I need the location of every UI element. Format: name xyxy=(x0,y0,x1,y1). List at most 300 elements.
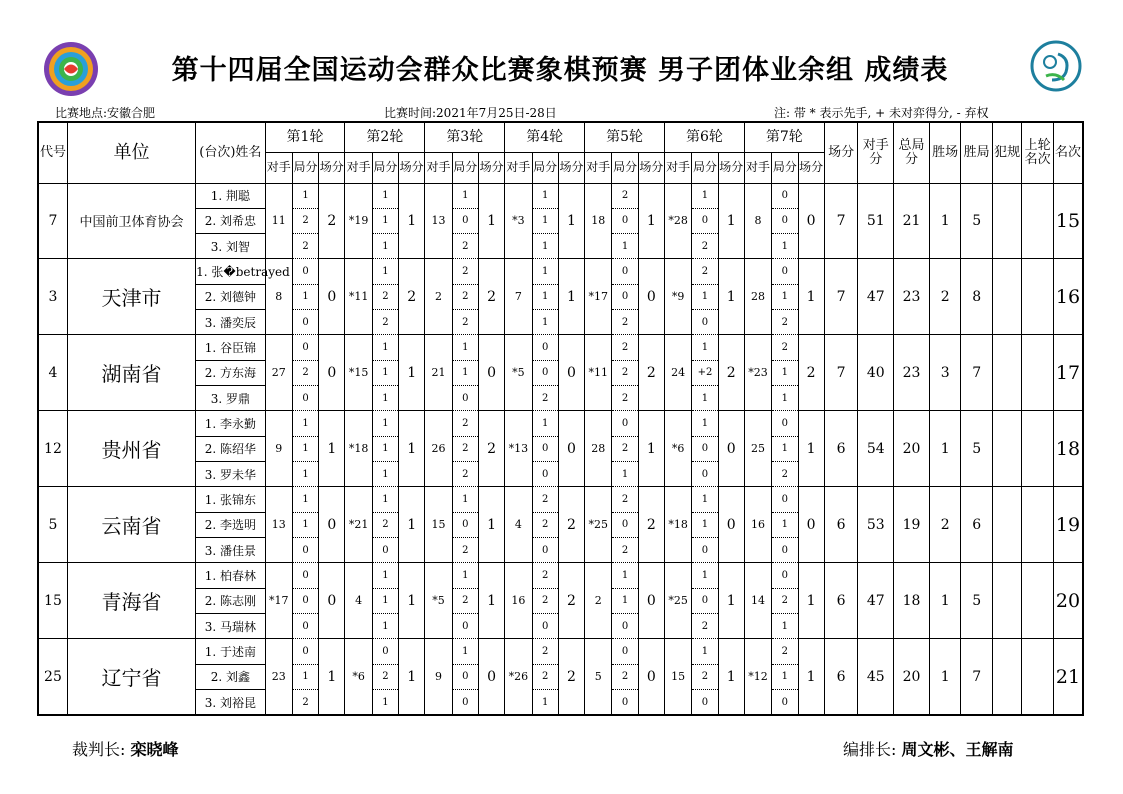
wins: 3 xyxy=(929,335,961,411)
round-match-score: 2 xyxy=(798,335,824,411)
board-score: 0 xyxy=(372,639,398,664)
prev-rank xyxy=(1022,487,1054,563)
board-score: 1 xyxy=(452,639,478,664)
board-score: 2 xyxy=(292,208,318,233)
board-score: 2 xyxy=(772,310,798,335)
board-score: 1 xyxy=(292,462,318,487)
prev-rank xyxy=(1022,411,1054,487)
opponent-score: 54 xyxy=(858,411,894,487)
player-name: 1. 李永勤 xyxy=(196,411,265,436)
header-match-score: 场分 xyxy=(638,152,664,183)
player-name: 3. 潘佳景 xyxy=(196,538,265,563)
opponent-code: 5 xyxy=(585,639,612,715)
round-match-score: 1 xyxy=(478,563,504,639)
board-score: 0 xyxy=(292,538,318,563)
player-name: 1. 张锦东 xyxy=(196,487,265,512)
opponent-code: *6 xyxy=(345,639,372,715)
board-score: 0 xyxy=(532,436,558,461)
opponent-code: 13 xyxy=(265,487,292,563)
board-score: 1 xyxy=(452,360,478,385)
win-boards: 5 xyxy=(961,183,993,259)
opponent-code: 28 xyxy=(585,411,612,487)
round-match-score: 0 xyxy=(718,411,744,487)
board-score: 1 xyxy=(692,639,718,664)
board-score: 1 xyxy=(372,614,398,639)
team-code: 7 xyxy=(38,183,67,259)
board-score: 2 xyxy=(692,259,718,284)
opponent-code: *11 xyxy=(585,335,612,411)
board-score: 0 xyxy=(372,538,398,563)
opponent-code: *28 xyxy=(665,183,692,259)
opponent-code: 15 xyxy=(425,487,452,563)
board-score: 0 xyxy=(612,614,638,639)
header-unit: 单位 xyxy=(67,122,195,183)
board-score: 0 xyxy=(292,386,318,411)
board-score: 0 xyxy=(292,614,318,639)
header-round: 第2轮 xyxy=(345,122,425,152)
opponent-code: 7 xyxy=(505,259,532,335)
total-match-score: 6 xyxy=(824,487,858,563)
table-row xyxy=(38,259,1083,284)
round-match-score: 1 xyxy=(798,259,824,335)
rank: 21 xyxy=(1053,639,1083,715)
board-score: 1 xyxy=(692,512,718,537)
round-match-score: 0 xyxy=(558,411,584,487)
opponent-code: 16 xyxy=(505,563,532,639)
board-score: 1 xyxy=(692,563,718,588)
opponent-code: 9 xyxy=(265,411,292,487)
round-match-score: 1 xyxy=(718,639,744,715)
board-score: 2 xyxy=(452,588,478,613)
board-score: 1 xyxy=(692,335,718,360)
prev-rank xyxy=(1022,563,1054,639)
round-match-score: 1 xyxy=(558,183,584,259)
win-boards: 7 xyxy=(961,639,993,715)
chief-arranger xyxy=(843,737,1014,760)
board-score: 1 xyxy=(772,436,798,461)
total-match-score: 7 xyxy=(824,259,858,335)
board-score: 2 xyxy=(772,335,798,360)
board-score: 0 xyxy=(452,512,478,537)
opponent-code: 27 xyxy=(265,335,292,411)
header-opp: 对手 xyxy=(585,152,612,183)
board-score: 1 xyxy=(692,411,718,436)
round-match-score: 1 xyxy=(399,411,425,487)
opponent-code: 2 xyxy=(585,563,612,639)
board-score: 1 xyxy=(372,487,398,512)
opponent-score: 40 xyxy=(858,335,894,411)
team-code: 4 xyxy=(38,335,67,411)
win-boards: 7 xyxy=(961,335,993,411)
player-name: 1. 荆聪 xyxy=(196,183,265,208)
player-name: 2. 刘希忠 xyxy=(196,208,265,233)
prev-rank xyxy=(1022,259,1054,335)
board-score: 1 xyxy=(532,183,558,208)
header-round: 第1轮 xyxy=(265,122,345,152)
board-score: 0 xyxy=(292,310,318,335)
board-score: 1 xyxy=(372,183,398,208)
round-match-score: 0 xyxy=(798,487,824,563)
board-score: 2 xyxy=(532,386,558,411)
arranger-name: 周文彬、王解南 xyxy=(901,740,1014,759)
player-name: 2. 刘鑫 xyxy=(196,664,265,689)
opponent-code: 4 xyxy=(345,563,372,639)
team-code: 3 xyxy=(38,259,67,335)
win-boards: 5 xyxy=(961,563,993,639)
board-score: 0 xyxy=(612,639,638,664)
player-name: 1. 柏春林 xyxy=(196,563,265,588)
round-match-score: 2 xyxy=(558,563,584,639)
board-score: 0 xyxy=(292,259,318,284)
round-match-score: 1 xyxy=(718,259,744,335)
round-match-score: 0 xyxy=(319,335,345,411)
team-code: 12 xyxy=(38,411,67,487)
board-score: 1 xyxy=(372,588,398,613)
round-match-score: 2 xyxy=(718,335,744,411)
board-score: 0 xyxy=(452,690,478,715)
board-score: 1 xyxy=(532,411,558,436)
round-match-score: 1 xyxy=(798,563,824,639)
opponent-code: *13 xyxy=(505,411,532,487)
board-score: 0 xyxy=(612,411,638,436)
opponent-code: 4 xyxy=(505,487,532,563)
player-name: 2. 方东海 xyxy=(196,360,265,385)
board-score: 2 xyxy=(292,690,318,715)
board-score: 1 xyxy=(692,284,718,309)
player-name: 2. 刘德钟 xyxy=(196,284,265,309)
table-row xyxy=(38,487,1083,512)
rank: 16 xyxy=(1053,259,1083,335)
round-match-score: 1 xyxy=(798,639,824,715)
header-match-score: 场分 xyxy=(718,152,744,183)
opponent-code: 16 xyxy=(744,487,771,563)
board-score: 1 xyxy=(292,664,318,689)
board-score: 1 xyxy=(772,614,798,639)
opponent-code: 25 xyxy=(744,411,771,487)
board-score: 1 xyxy=(372,208,398,233)
team-unit: 中国前卫体育协会 xyxy=(67,183,195,259)
opponent-code: 15 xyxy=(665,639,692,715)
header-fouls: 犯规 xyxy=(992,122,1021,183)
header-round: 第5轮 xyxy=(585,122,665,152)
board-score: 2 xyxy=(612,436,638,461)
round-match-score: 0 xyxy=(798,183,824,259)
board-score: 2 xyxy=(452,538,478,563)
board-score: 2 xyxy=(452,234,478,259)
date-text: 比赛时间:2021年7月25日-28日 xyxy=(384,106,557,120)
board-score: 0 xyxy=(452,614,478,639)
board-score: 2 xyxy=(452,436,478,461)
board-score: 2 xyxy=(372,310,398,335)
player-name: 2. 李选明 xyxy=(196,512,265,537)
rank: 19 xyxy=(1053,487,1083,563)
board-score: 1 xyxy=(612,588,638,613)
board-score: 2 xyxy=(452,259,478,284)
header-board-score: 局分 xyxy=(772,152,798,183)
board-score: 2 xyxy=(612,664,638,689)
board-score: 0 xyxy=(692,310,718,335)
board-score: 1 xyxy=(772,360,798,385)
prev-rank xyxy=(1022,335,1054,411)
round-match-score: 2 xyxy=(558,487,584,563)
prev-rank xyxy=(1022,639,1054,715)
total-board-score: 23 xyxy=(894,259,930,335)
board-score: +2 xyxy=(692,360,718,385)
team-code: 15 xyxy=(38,563,67,639)
round-match-score: 1 xyxy=(558,259,584,335)
opponent-code: *17 xyxy=(265,563,292,639)
wins: 2 xyxy=(929,259,961,335)
total-board-score: 20 xyxy=(894,411,930,487)
board-score: 0 xyxy=(452,664,478,689)
board-score: 2 xyxy=(772,462,798,487)
board-score: 2 xyxy=(612,310,638,335)
board-score: 1 xyxy=(612,563,638,588)
board-score: 0 xyxy=(532,462,558,487)
fouls xyxy=(992,563,1021,639)
board-score: 2 xyxy=(452,284,478,309)
board-score: 0 xyxy=(772,411,798,436)
board-score: 2 xyxy=(612,538,638,563)
round-match-score: 1 xyxy=(399,183,425,259)
round-match-score: 1 xyxy=(638,183,664,259)
board-score: 2 xyxy=(372,664,398,689)
opponent-code: 13 xyxy=(425,183,452,259)
header-board-name: (台次)姓名 xyxy=(196,122,265,183)
board-score: 2 xyxy=(532,512,558,537)
opponent-code: *9 xyxy=(665,259,692,335)
chief-name: 栾晓峰 xyxy=(130,740,179,759)
team-unit: 贵州省 xyxy=(67,411,195,487)
board-score: 1 xyxy=(452,183,478,208)
round-match-score: 0 xyxy=(638,639,664,715)
board-score: 0 xyxy=(612,512,638,537)
round-match-score: 2 xyxy=(399,259,425,335)
board-score: 0 xyxy=(452,208,478,233)
board-score: 0 xyxy=(692,462,718,487)
round-match-score: 0 xyxy=(319,563,345,639)
board-score: 1 xyxy=(532,259,558,284)
opponent-code: *25 xyxy=(665,563,692,639)
table-row xyxy=(38,411,1083,436)
board-score: 0 xyxy=(532,538,558,563)
opponent-code: *18 xyxy=(345,411,372,487)
total-board-score: 20 xyxy=(894,639,930,715)
round-match-score: 1 xyxy=(399,487,425,563)
fouls xyxy=(992,411,1021,487)
board-score: 2 xyxy=(292,234,318,259)
fouls xyxy=(992,487,1021,563)
header-board-score: 局分 xyxy=(452,152,478,183)
chess-logo-icon xyxy=(1030,40,1082,92)
team-code: 25 xyxy=(38,639,67,715)
opponent-code: *25 xyxy=(585,487,612,563)
wins: 1 xyxy=(929,411,961,487)
board-score: 0 xyxy=(292,335,318,360)
opponent-code: *11 xyxy=(345,259,372,335)
board-score: 0 xyxy=(612,690,638,715)
board-score: 0 xyxy=(692,436,718,461)
header-prev-rank: 上轮名次 xyxy=(1022,122,1054,183)
header-opp-score: 对手分 xyxy=(858,122,894,183)
board-score: 0 xyxy=(532,335,558,360)
rank: 20 xyxy=(1053,563,1083,639)
board-score: 1 xyxy=(452,487,478,512)
header-win-boards: 胜局 xyxy=(961,122,993,183)
header-total-board: 总局分 xyxy=(894,122,930,183)
rank: 18 xyxy=(1053,411,1083,487)
board-score: 1 xyxy=(692,386,718,411)
player-name: 1. 谷臣锦 xyxy=(196,335,265,360)
opponent-code: 2 xyxy=(425,259,452,335)
round-match-score: 2 xyxy=(319,183,345,259)
opponent-code: 8 xyxy=(265,259,292,335)
total-match-score: 7 xyxy=(824,183,858,259)
opponent-score: 51 xyxy=(858,183,894,259)
board-score: 0 xyxy=(532,614,558,639)
header-match-score: 场分 xyxy=(798,152,824,183)
round-match-score: 1 xyxy=(319,639,345,715)
round-match-score: 1 xyxy=(718,183,744,259)
round-match-score: 2 xyxy=(478,411,504,487)
board-score: 0 xyxy=(612,208,638,233)
board-score: 2 xyxy=(612,487,638,512)
header-match-score: 场分 xyxy=(478,152,504,183)
games-logo-icon xyxy=(42,40,100,98)
board-score: 1 xyxy=(532,208,558,233)
round-match-score: 1 xyxy=(718,563,744,639)
board-score: 2 xyxy=(532,588,558,613)
board-score: 2 xyxy=(532,487,558,512)
round-match-score: 1 xyxy=(399,639,425,715)
opponent-code: *23 xyxy=(744,335,771,411)
board-score: 0 xyxy=(692,588,718,613)
opponent-code: 24 xyxy=(665,335,692,411)
opponent-code: *6 xyxy=(665,411,692,487)
table-row xyxy=(38,335,1083,360)
board-score: 0 xyxy=(772,259,798,284)
board-score: 2 xyxy=(532,664,558,689)
header-match-score: 场分 xyxy=(558,152,584,183)
total-match-score: 6 xyxy=(824,563,858,639)
round-match-score: 0 xyxy=(478,639,504,715)
board-score: 0 xyxy=(692,538,718,563)
board-score: 1 xyxy=(692,183,718,208)
header-board-score: 局分 xyxy=(692,152,718,183)
team-unit: 湖南省 xyxy=(67,335,195,411)
opponent-code: 26 xyxy=(425,411,452,487)
board-score: 0 xyxy=(772,183,798,208)
chief-referee xyxy=(72,737,179,760)
player-name: 2. 陈绍华 xyxy=(196,436,265,461)
board-score: 1 xyxy=(372,563,398,588)
opponent-code: 18 xyxy=(585,183,612,259)
board-score: 1 xyxy=(372,386,398,411)
wins: 1 xyxy=(929,563,961,639)
total-board-score: 19 xyxy=(894,487,930,563)
team-unit: 青海省 xyxy=(67,563,195,639)
board-score: 0 xyxy=(772,487,798,512)
total-board-score: 21 xyxy=(894,183,930,259)
opponent-code: 21 xyxy=(425,335,452,411)
board-score: 2 xyxy=(372,284,398,309)
round-match-score: 0 xyxy=(319,259,345,335)
win-boards: 6 xyxy=(961,487,993,563)
board-score: 0 xyxy=(292,588,318,613)
board-score: 2 xyxy=(692,614,718,639)
board-score: 0 xyxy=(292,563,318,588)
header-code: 代号 xyxy=(38,122,67,183)
round-match-score: 2 xyxy=(638,335,664,411)
header-round: 第6轮 xyxy=(665,122,745,152)
board-score: 2 xyxy=(692,664,718,689)
round-match-score: 1 xyxy=(319,411,345,487)
header-match-score: 场分 xyxy=(399,152,425,183)
board-score: 0 xyxy=(532,360,558,385)
board-score: 1 xyxy=(372,259,398,284)
wins: 1 xyxy=(929,183,961,259)
header-wins: 胜场 xyxy=(929,122,961,183)
board-score: 0 xyxy=(772,208,798,233)
header-round: 第3轮 xyxy=(425,122,505,152)
board-score: 1 xyxy=(772,664,798,689)
fouls xyxy=(992,639,1021,715)
board-score: 1 xyxy=(532,310,558,335)
board-score: 1 xyxy=(372,360,398,385)
opponent-code: 28 xyxy=(744,259,771,335)
table-row xyxy=(38,563,1083,588)
board-score: 2 xyxy=(612,360,638,385)
table-row xyxy=(38,183,1083,208)
round-match-score: 1 xyxy=(399,335,425,411)
board-score: 1 xyxy=(372,462,398,487)
wins: 2 xyxy=(929,487,961,563)
opponent-code: *5 xyxy=(425,563,452,639)
board-score: 0 xyxy=(612,259,638,284)
round-match-score: 0 xyxy=(638,259,664,335)
player-name: 3. 刘智 xyxy=(196,234,265,259)
board-score: 2 xyxy=(452,462,478,487)
opponent-score: 53 xyxy=(858,487,894,563)
board-score: 1 xyxy=(772,234,798,259)
board-score: 0 xyxy=(692,208,718,233)
board-score: 1 xyxy=(612,234,638,259)
header-board-score: 局分 xyxy=(372,152,398,183)
opponent-code: *12 xyxy=(744,639,771,715)
board-score: 0 xyxy=(772,690,798,715)
board-score: 0 xyxy=(452,386,478,411)
board-score: 1 xyxy=(772,512,798,537)
rank: 15 xyxy=(1053,183,1083,259)
board-score: 1 xyxy=(532,284,558,309)
board-score: 1 xyxy=(452,335,478,360)
round-match-score: 2 xyxy=(638,487,664,563)
header-match-score: 场分 xyxy=(319,152,345,183)
round-match-score: 2 xyxy=(478,259,504,335)
header-opp: 对手 xyxy=(425,152,452,183)
fouls xyxy=(992,259,1021,335)
header-rank: 名次 xyxy=(1053,122,1083,183)
board-score: 2 xyxy=(452,411,478,436)
header-round: 第4轮 xyxy=(505,122,585,152)
board-score: 2 xyxy=(692,234,718,259)
player-name: 3. 潘奕辰 xyxy=(196,310,265,335)
header-total-match: 场分 xyxy=(824,122,858,183)
player-name: 3. 罗鼎 xyxy=(196,386,265,411)
opponent-code: *19 xyxy=(345,183,372,259)
table-row xyxy=(38,639,1083,664)
board-score: 2 xyxy=(612,386,638,411)
